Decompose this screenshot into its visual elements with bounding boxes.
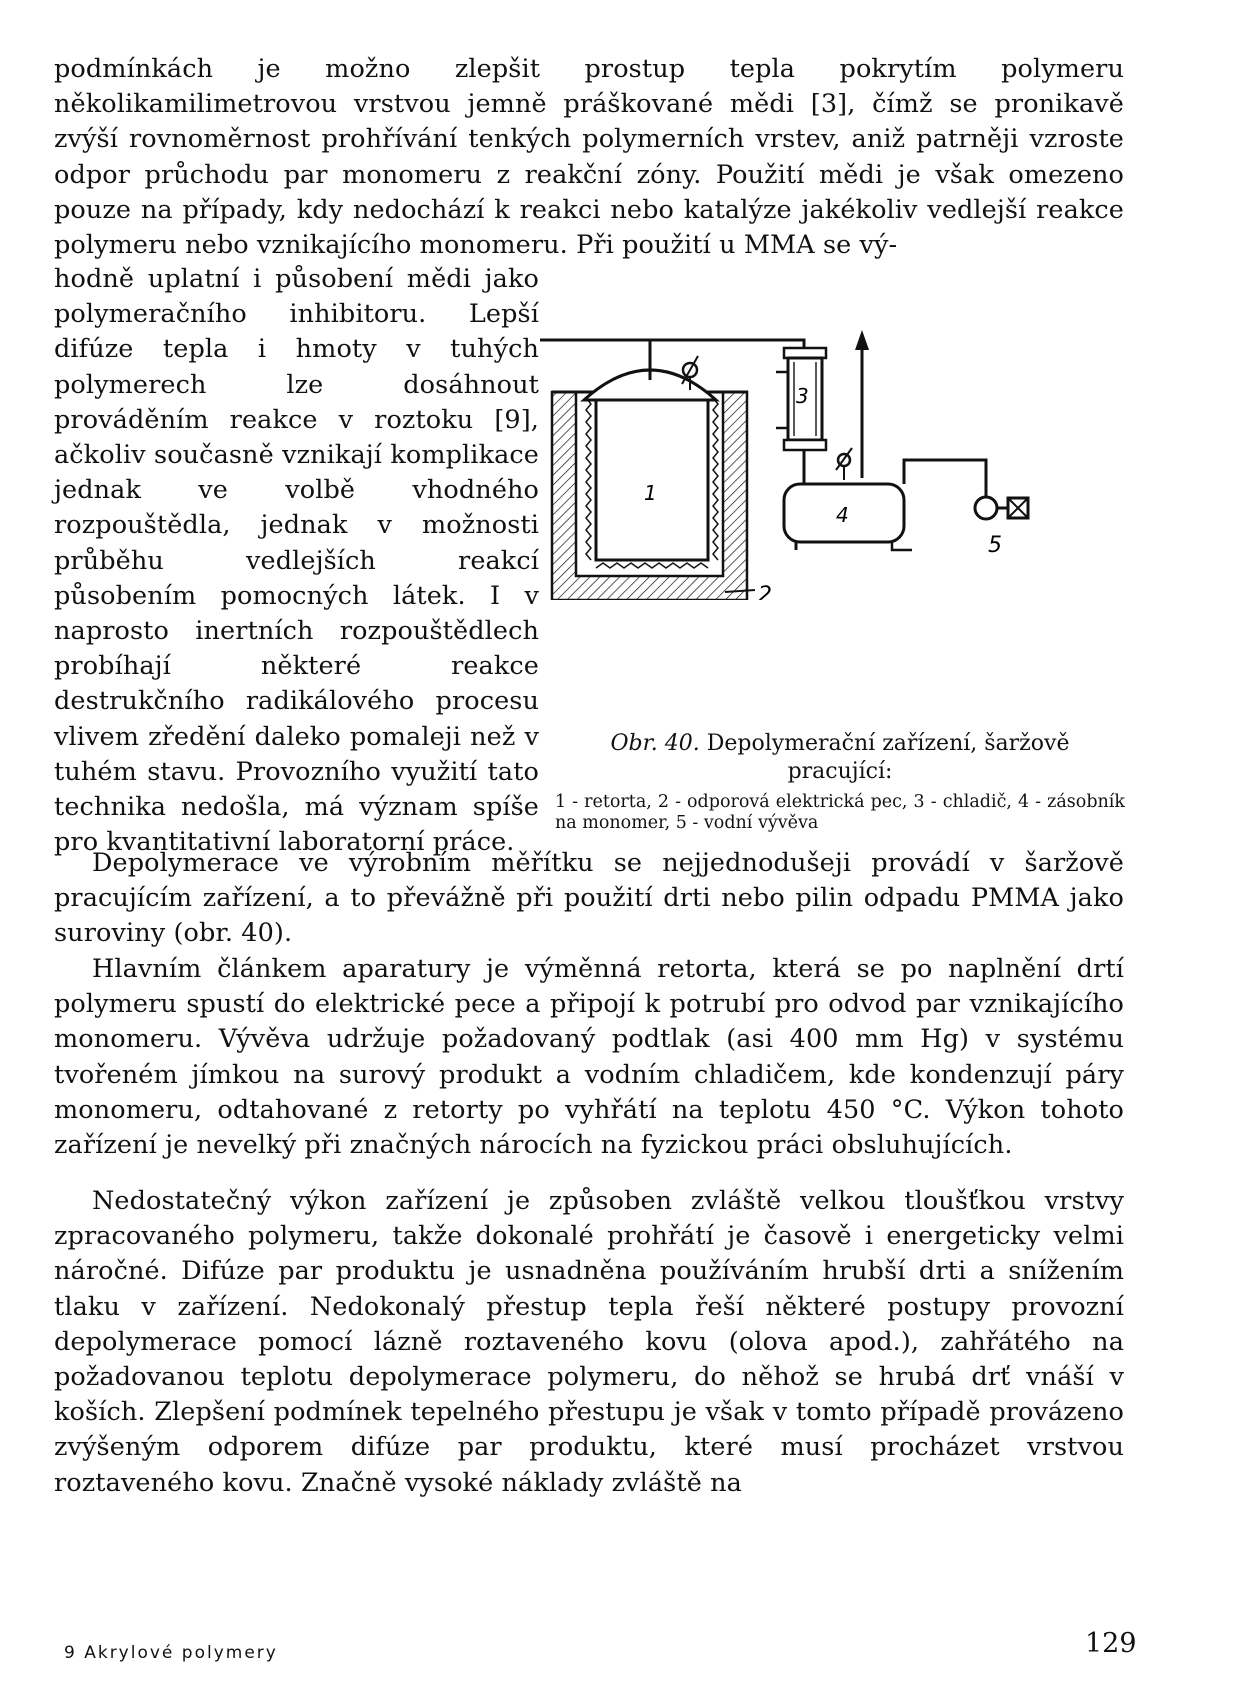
exhaust-arrow-icon xyxy=(855,330,869,350)
label-5: 5 xyxy=(988,533,1002,558)
figure-legend: 1 - retorta, 2 - odporová elektrická pec, 3 - chladič, 4 - zásobník na monomer, 5 - vodní vývěva xyxy=(555,792,1125,833)
page-number: 129 xyxy=(1085,1628,1137,1659)
apparatus-diagram xyxy=(540,300,1130,600)
heating-coil-bottom xyxy=(596,563,708,568)
caption-text: Depolymerační zařízení, šaržově pracující: xyxy=(699,731,1070,784)
label-3: 3 xyxy=(796,384,809,408)
paragraph-intro-full: podmínkách je možno zlepšit prostup tepla pokrytím polymeru několikamilimetrovou vrstvou jemně práškované mědi [3], čímž se pronikavě zvýší rovnoměrnost prohřívání tenkých polymerních vrstev, aniž patrněji vzroste odpor průchodu par monomeru z reakční zóny. Použití mědi je však omezeno pouze na případy, kdy nedochází k reakci nebo katalýze jakékoliv vedlejší reakce polymeru nebo vznikajícího monomeru. Při použití u MMA se vý- xyxy=(54,54,1124,261)
heating-coil-right xyxy=(713,398,718,560)
paragraph-performance: Nedostatečný výkon zařízení je způsoben zvláště velkou tloušťkou vrstvy zpracovaného polymeru, takže dokonalé prohřátí je časově i energeticky velmi náročné. Difúze par produktu je usnadněna používáním hrubší drti a snížením tlaku v zařízení. Nedokonalý přestup tepla řeší některé postupy provozní depolymerace pomocí lázně roztaveného kovu (olova apod.), zahřátého na požadovanou teplotu depolymerace polymeru, do něhož se hrubá drť vnáší v koších. Zlepšení podmínek tepelného přestupu je však v tomto případě provázeno zvýšeným odporem difúze par produktu, které musí procházet vrstvou roztaveného kovu. Značně vysoké náklady zvláště na xyxy=(54,1186,1124,1498)
figure-caption xyxy=(555,730,1125,786)
vacuum-pipe xyxy=(904,460,986,498)
paragraph-depolymerization: Depolymerace ve výrobním měřítku se nejjednodušeji provádí v šaržově pracujícím zařízení, a to převážně při použití drti nebo pilin odpadu PMMA jako suroviny (obr. 40). xyxy=(54,848,1124,949)
vacuum-pump-icon xyxy=(975,497,997,519)
label-2: 2 xyxy=(758,583,772,600)
figure-depolymerization-apparatus xyxy=(540,300,1130,604)
paragraph-apparatus: Hlavním článkem aparatury je výměnná retorta, která se po naplnění drtí polymeru spustí do elektrické pece a připojí k potrubí pro odvod par vznikajícího monomeru. Vývěva udržuje požadovaný podtlak (asi 400 mm Hg) v systému tvořeném jímkou na surový produkt a vodním chladičem, kde kondenzují páry monomeru, odtahované z retorty po vyhřátí na teplotu 450 °C. Výkon tohoto zařízení je nevelký při značných nárocích na fyzickou práci obsluhujících. xyxy=(54,954,1124,1161)
vapour-outlet-pipe xyxy=(650,340,804,358)
running-footer: 9 Akrylové polymery xyxy=(64,1643,278,1663)
caption-label: Obr. 40. xyxy=(610,731,700,756)
label-4: 4 xyxy=(836,503,849,527)
paragraph-intro-wrapped: hodně uplatní i působení mědi jako polymeračního inhibitoru. Lepší difúze tepla i hmoty v tuhých polymerech lze dosáhnout prováděním reakce v roztoku [9], ačkoliv současně vznikají komplikace jednak ve volbě vhodného rozpouštědla, jednak v možnosti průběhu vedlejších reakcí působením pomocných látek. I v naprosto inertních rozpouštědlech probíhají některé reakce destrukčního radikálového procesu vlivem zředění daleko pomaleji než v tuhém stavu. Provozního využití tato technika nedošla, má význam spíše pro kvantitativní laboratorní práce. xyxy=(54,264,539,858)
heating-coil-left xyxy=(586,398,591,560)
cooler-bottom-cap xyxy=(784,440,826,450)
retort-body xyxy=(596,398,708,560)
label-1: 1 xyxy=(644,481,657,505)
